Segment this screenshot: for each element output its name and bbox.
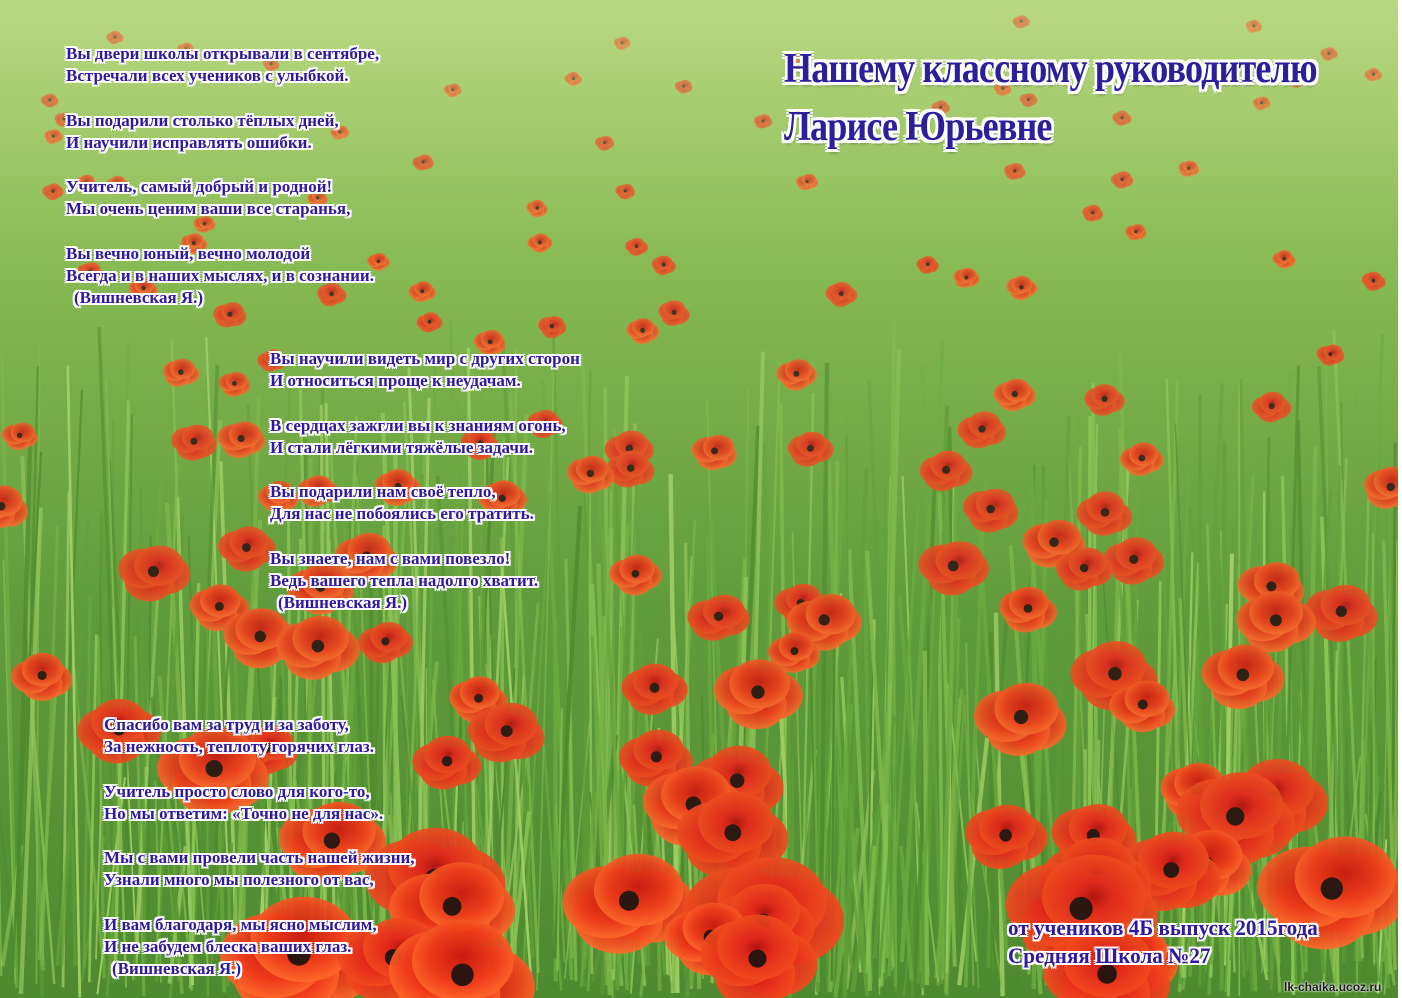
page-edge bbox=[1398, 0, 1402, 998]
poem-line: Встречали всех учеников с улыбкой. bbox=[66, 66, 349, 86]
poem-line: Учитель, самый добрый и родной! bbox=[66, 177, 333, 197]
poem-line: За нежность, теплоту горячих глаз. bbox=[104, 737, 375, 757]
poem-2-stanza-4 bbox=[270, 548, 580, 593]
poem-line: Вы научили видеть мир с других сторон bbox=[270, 349, 580, 368]
poem-line: Вы подарили столько тёплых дней, bbox=[66, 110, 339, 130]
poem-2-stanza-1 bbox=[270, 348, 580, 393]
poem-3-stanza-2 bbox=[104, 781, 415, 826]
title-line-1: Нашему классному руководителю bbox=[784, 46, 1317, 92]
poem-3-stanza-4 bbox=[104, 914, 415, 959]
poem-1-stanza-3 bbox=[66, 176, 379, 221]
poem-line: И стали лёгкими тяжёлые задачи. bbox=[270, 437, 534, 457]
poem-3-stanza-3 bbox=[104, 847, 415, 892]
poem-1 bbox=[66, 43, 379, 310]
poem-line: Мы с вами провели часть нашей жизни, bbox=[104, 848, 415, 868]
poem-1-stanza-1 bbox=[66, 43, 379, 88]
poem-2-author: (Вишневская Я.) bbox=[278, 593, 408, 613]
poem-line: И не забудем блеска ваших глаз. bbox=[104, 937, 352, 957]
poem-2-stanza-3 bbox=[270, 481, 580, 526]
poem-1-author: (Вишневская Я.) bbox=[74, 288, 204, 308]
poem-line: Для нас не побоялись его тратить. bbox=[270, 504, 534, 524]
poem-line: И относиться проще к неудачам. bbox=[270, 371, 521, 391]
poem-2-stanza-2 bbox=[270, 415, 580, 460]
card-title bbox=[784, 40, 1317, 156]
poem-line: И вам благодаря, мы ясно мыслим, bbox=[104, 914, 377, 934]
footer-line-2: Средняя Школа №27 bbox=[1008, 943, 1211, 968]
poem-line: Вы знаете, нам с вами повезло! bbox=[270, 548, 511, 568]
poem-line: Ведь вашего тепла надолго хватит. bbox=[270, 571, 539, 591]
poem-line: Учитель просто слово для кого-то, bbox=[104, 781, 370, 801]
poem-3-stanza-1 bbox=[104, 714, 415, 759]
poem-3 bbox=[104, 714, 415, 981]
poem-line: Но мы ответим: «Точно не для нас». bbox=[104, 803, 384, 823]
poem-line: Спасибо вам за труд и за заботу, bbox=[104, 715, 349, 734]
poem-3-author: (Вишневская Я.) bbox=[112, 959, 242, 979]
poem-line: И научили исправлять ошибки. bbox=[66, 132, 312, 152]
poem-1-stanza-4 bbox=[66, 243, 379, 288]
poem-line: Вы двери школы открывали в сентябре, bbox=[66, 44, 380, 63]
poem-line: Всегда и в наших мыслях, и в сознании. bbox=[66, 266, 374, 286]
title-line-2: Ларисе Юрьевне bbox=[784, 104, 1052, 150]
poem-line: Узнали много мы полезного от вас, bbox=[104, 870, 374, 890]
card-footer bbox=[1008, 914, 1318, 970]
poem-2 bbox=[270, 348, 580, 615]
footer-line-1: от учеников 4Б выпуск 2015года bbox=[1008, 915, 1318, 940]
poem-line: Мы очень ценим ваши все старанья, bbox=[66, 199, 351, 219]
poem-line: Вы подарили нам своё тепло, bbox=[270, 482, 496, 502]
poem-1-stanza-2 bbox=[66, 110, 379, 155]
poem-line: В сердцах зажгли вы к знаниям огонь, bbox=[270, 415, 566, 435]
poem-line: Вы вечно юный, вечно молодой bbox=[66, 243, 311, 263]
site-watermark: lk-chaika.ucoz.ru bbox=[1284, 980, 1382, 994]
